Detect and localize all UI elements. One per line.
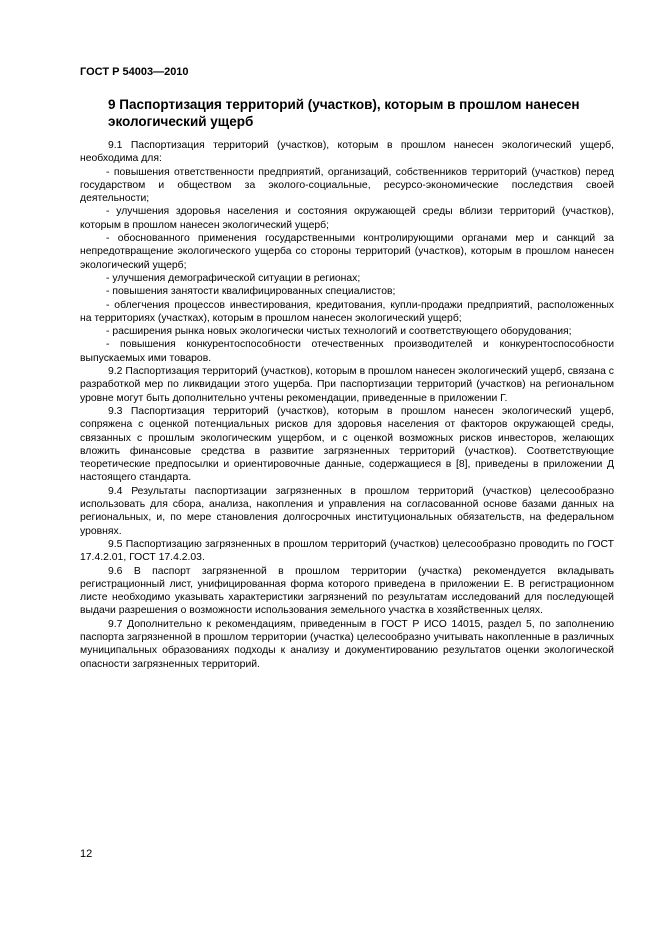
clause-9-6: 9.6 В паспорт загрязненной в прошлом территории (участка) рекомендуется вкладывать регистрационный лист, унифицированная форма которого приведена в приложении Е. В регистрационном листе необходимо указывать характеристики загрязнений по результатам исследований для последующей выдачи разрешения о возможности использования земельного участка в хозяйственных целях.	[80, 565, 614, 617]
clause-9-4: 9.4 Результаты паспортизации загрязненных в прошлом территорий (участков) целесообразно использовать для сбора, анализа, накопления и управления на согласованной основе базами данных на региональных, и, по мере становления долгосрочных институциональных обязательств, на федеральном уровнях.	[80, 485, 614, 537]
section-body	[80, 139, 614, 671]
clause-9-3: 9.3 Паспортизация территорий (участков), которым в прошлом нанесен экологический ущерб, сопряжена с оценкой потенциальных рисков для здоровья населения от факторов окружающей среды, связанных с прошлым экологическим ущербом, и с оценкой возможных рисков инвесторов, желающих вложить финансовые средства в развитие загрязненных территорий (участков). Соответствующие теоретические предпосылки и ориентировочные данные, содержащиеся в [8], приведены в приложении Д настоящего стандарта.	[80, 405, 614, 484]
list-item: - обоснованного применения государственными контролирующими органами мер и санкций за непредотвращение экологического ущерба со стороны территорий (участков), которым в прошлом нанесен экологический ущерб;	[80, 233, 614, 271]
clause-9-1: 9.1 Паспортизация территорий (участков), которым в прошлом нанесен экологический ущерб, необходима для:	[80, 140, 614, 165]
page-number: 12	[80, 848, 93, 860]
clause-9-7: 9.7 Дополнительно к рекомендациям, приведенным в ГОСТ Р ИСО 14015, раздел 5, по заполнению паспорта загрязненной в прошлом территории (участка) целесообразно учитывать накопленные в различных муниципальных образованиях подходы к анализу и документированию результатов оценки экологической опасности загрязненных территорий.	[80, 618, 614, 670]
list-item: - повышения занятости квалифицированных специалистов;	[106, 286, 396, 298]
list-item: - повышения конкурентоспособности отечественных производителей и конкурентоспособности выпускаемых ими товаров.	[80, 339, 614, 364]
clause-9-5: 9.5 Паспортизацию загрязненных в прошлом территорий (участков) целесообразно проводить по ГОСТ 17.4.2.01, ГОСТ 17.4.2.03.	[80, 538, 614, 564]
list-item: - улучшения демографической ситуации в регионах;	[106, 272, 361, 284]
document-code-header: ГОСТ Р 54003—2010	[80, 66, 189, 78]
clause-9-2: 9.2 Паспортизация территорий (участков), которым в прошлом нанесен экологический ущерб, связана с разработкой мер по ликвидации этого ущерба. При паспортизации территорий (участков) на региональном уровне могут быть дополнительно учтены рекомендации, приведенные в приложении Г.	[80, 366, 614, 404]
list-item: - расширения рынка новых экологически чистых технологий и соответствующего оборудования;	[106, 326, 572, 338]
list-item: - улучшения здоровья населения и состояния окружающей среды вблизи территорий (участков), которым в прошлом нанесен экологический ущерб;	[80, 206, 614, 231]
list-item: - повышения ответственности предприятий, организаций, собственников территорий (участков) перед государством и обществом за эколого-социальные, ресурсо-экономические последствия своей деятельности;	[80, 166, 614, 205]
section-title: 9 Паспортизация территорий (участков), которым в прошлом нанесен экологический ущерб	[108, 97, 580, 129]
list-item: - облегчения процессов инвестирования, кредитования, купли-продажи предприятий, расположенных на территориях (участках), которым в прошлом нанесен экологический ущерб;	[80, 299, 614, 324]
